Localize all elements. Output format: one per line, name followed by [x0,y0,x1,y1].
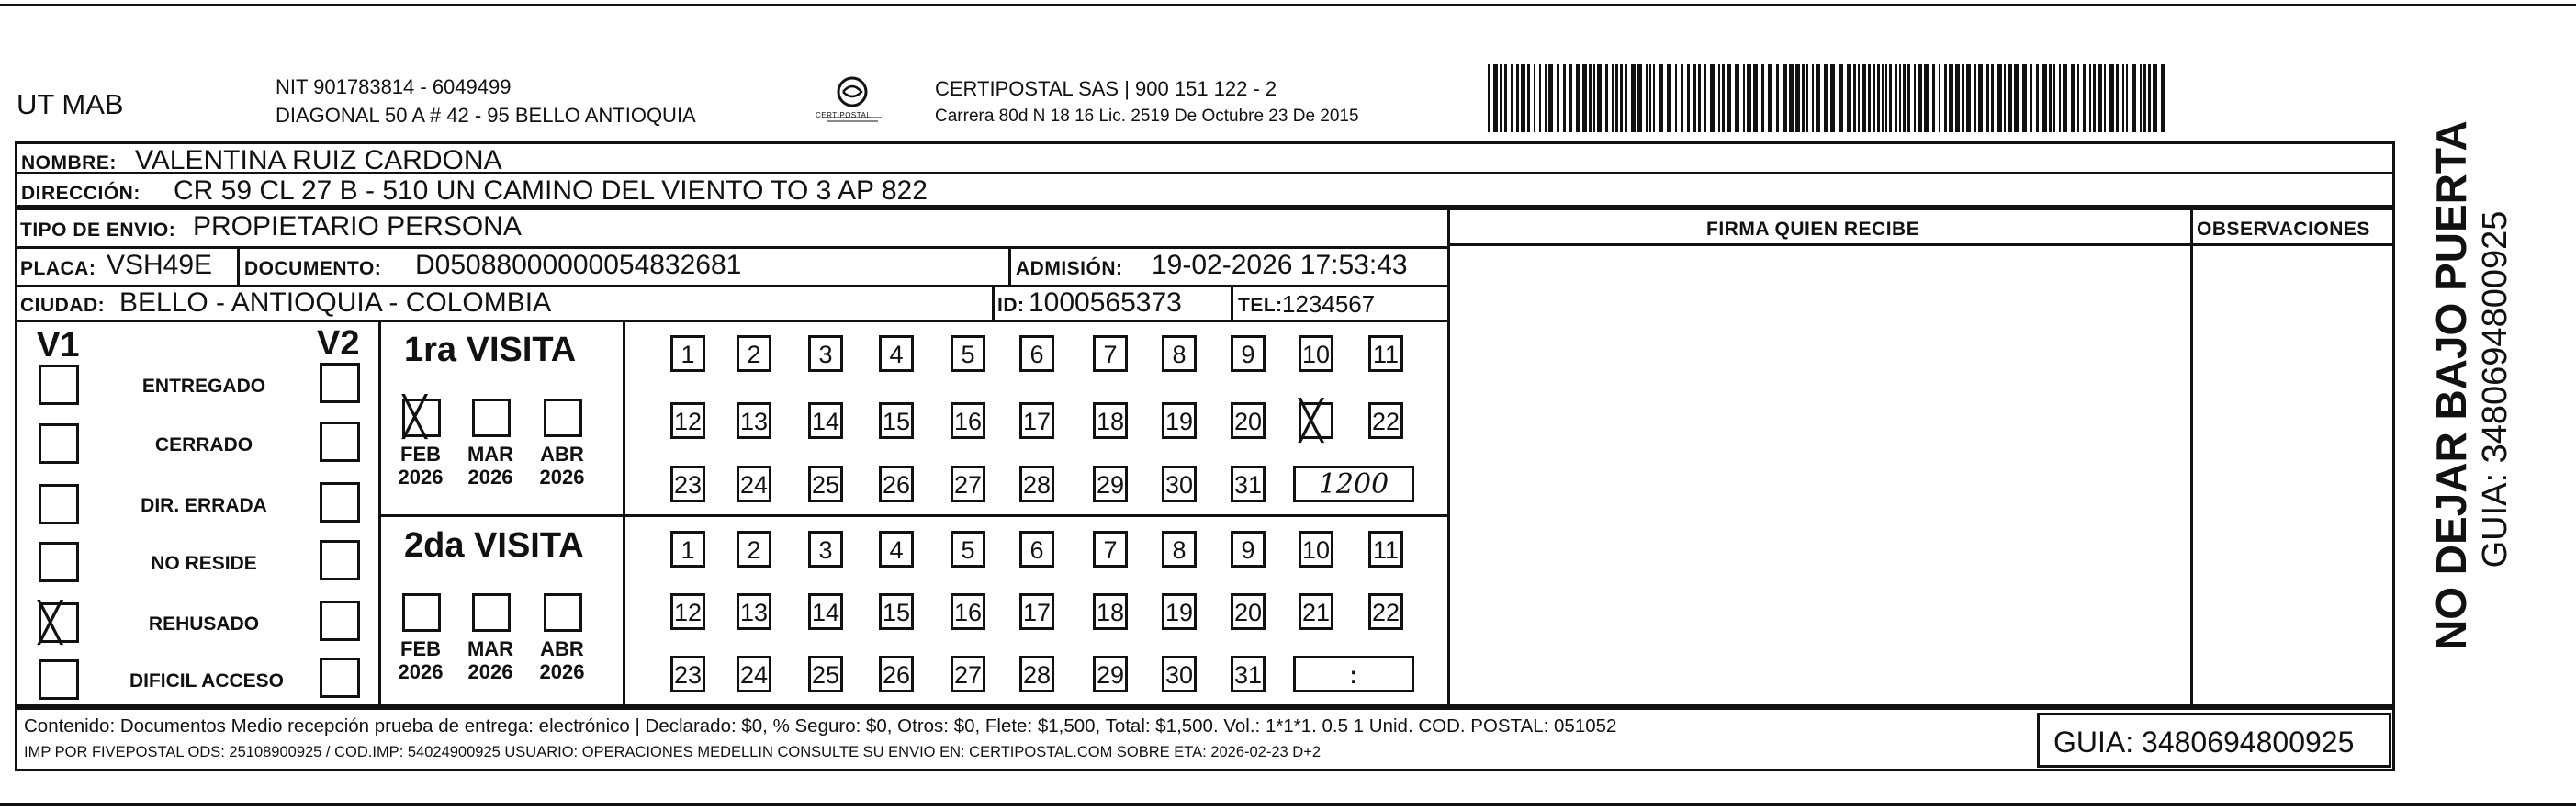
v2-day-26[interactable]: 26 [879,656,914,692]
company-address: DIAGONAL 50 A # 42 - 95 BELLO ANTIOQUIA [276,104,696,127]
v1-day-23[interactable]: 23 [670,466,705,502]
v2-time-box[interactable]: : [1293,656,1414,692]
status-label: NO RESIDE [151,553,257,574]
line-tipo [15,246,1449,249]
v2-day-22[interactable]: 22 [1368,593,1403,630]
v1-day-7[interactable]: 7 [1093,335,1128,372]
divider-visits [378,514,1449,517]
v2-day-23[interactable]: 23 [670,656,705,692]
status-label: ENTREGADO [141,376,266,397]
bottom-border [0,803,2576,806]
v1-day-15[interactable]: 15 [879,402,914,439]
v1-checkbox-3[interactable] [39,484,79,524]
v2-day-25[interactable]: 25 [808,656,843,692]
admision-divider [1008,246,1011,285]
side-warning: NO DEJAR BAJO PUERTA [2427,120,2475,650]
tipo-value: PROPIETARIO PERSONA [193,211,522,242]
company-name: UT MAB [17,88,124,120]
v2-day-5[interactable]: 5 [951,531,985,568]
v1-day-6[interactable]: 6 [1019,335,1054,372]
v2-month-label: ABR 2026 [539,637,585,684]
admision-value: 19-02-2026 17:53:43 [1152,250,1408,280]
v2-checkbox-6[interactable] [320,658,360,698]
v1-label: V1 [37,326,80,365]
top-border [0,4,2576,6]
v1-day-check-mark: ╳ [1299,398,1323,443]
v1-day-18[interactable]: 18 [1093,402,1128,439]
id-value: 1000565373 [1029,287,1182,318]
v1-day-30[interactable]: 30 [1162,466,1197,502]
divider-firma [1447,208,1450,707]
v2-day-18[interactable]: 18 [1093,593,1128,630]
v1-day-3[interactable]: 3 [808,335,843,372]
v2-day-20[interactable]: 20 [1231,593,1266,630]
firma-header: FIRMA QUIEN RECIBE [1706,219,1920,240]
v2-day-29[interactable]: 29 [1093,656,1128,692]
header-underline [1447,243,2395,246]
ciudad-value: BELLO - ANTIOQUIA - COLOMBIA [119,287,552,318]
logo-text: CERTIPOSTAL [816,111,872,119]
v2-day-27[interactable]: 27 [951,656,985,692]
row-nombre [15,141,2395,174]
v2-day-8[interactable]: 8 [1162,531,1197,568]
documento-label: DOCUMENTO: [244,258,382,279]
v1-day-24[interactable]: 24 [737,466,771,502]
v2-month-label: FEB 2026 [398,637,444,684]
v1-time-box[interactable]: 1200 [1293,466,1414,502]
status-label: REHUSADO [148,613,260,635]
v2-day-11[interactable]: 11 [1368,531,1403,568]
v2-day-1[interactable]: 1 [670,531,705,568]
carrier-address: Carrera 80d N 18 16 Lic. 2519 De Octubre 23 De 2015 [935,107,1359,126]
status-label: CERRADO [154,434,253,456]
footer-contenido: Contenido: Documentos Medio recepción prueba de entrega: electrónico | Declarado: $0, % Seguro: $0, Otros: $0, Flete: $1,500, Total: $1,500. Vol.: 1*1*1. 0.5 1 Unid. COD. POSTAL: 051052 [24,715,1617,737]
placa-value: VSH49E [107,250,213,280]
v1-day-20[interactable]: 20 [1231,402,1266,439]
side-panel [2403,120,2514,680]
v2-day-16[interactable]: 16 [951,593,985,630]
v2-day-4[interactable]: 4 [879,531,914,568]
v2-month-checkbox-1[interactable] [402,593,441,632]
v1-checkbox-1[interactable] [39,365,79,405]
v2-day-3[interactable]: 3 [808,531,843,568]
v2-day-6[interactable]: 6 [1019,531,1054,568]
v1-day-29[interactable]: 29 [1093,466,1128,502]
v1-day-31[interactable]: 31 [1231,466,1266,502]
footer-guia: GUIA: 3480694800925 [2053,726,2355,759]
v1-day-26[interactable]: 26 [879,466,914,502]
v1-month-label: MAR 2026 [467,443,514,489]
v1-checkbox-6[interactable] [39,659,79,700]
v1-day-5[interactable]: 5 [951,335,985,372]
v1-checkbox-2[interactable] [39,423,79,464]
nombre-label: NOMBRE: [21,152,117,174]
v1-checkbox-4[interactable] [39,542,79,582]
ciudad-label: CIUDAD: [20,295,106,316]
v2-day-10[interactable]: 10 [1299,531,1333,568]
v2-month-checkbox-3[interactable] [544,593,582,632]
v2-day-12[interactable]: 12 [670,593,705,630]
v1-day-1[interactable]: 1 [670,335,705,372]
certipostal-logo [816,73,889,129]
v2-month-checkbox-2[interactable] [472,593,511,632]
divider-months [623,320,625,707]
barcode [1488,64,2173,132]
carrier-name: CERTIPOSTAL SAS | 900 151 122 - 2 [935,77,1277,100]
v2-checkbox-1[interactable] [320,363,360,403]
divider-status [378,320,381,707]
documento-value: D05088000000054832681 [415,250,742,280]
v2-day-19[interactable]: 19 [1162,593,1197,630]
v1-month-label: ABR 2026 [539,443,585,489]
v1-day-27[interactable]: 27 [951,466,985,502]
observaciones-header: OBSERVACIONES [2197,219,2370,240]
v1-month-checkbox-3[interactable] [544,399,582,437]
tel-value: 1234567 [1282,290,1376,318]
v1-day-14[interactable]: 14 [808,402,843,439]
v1-month-check-mark: ╳ [403,394,427,439]
line-ciudad [15,320,1449,322]
v2-day-7[interactable]: 7 [1093,531,1128,568]
main-table [15,208,2395,707]
id-divider [992,285,995,320]
v2-month-label: MAR 2026 [467,637,514,684]
side-guia: GUIA: 3480694800925 [2476,210,2514,568]
v2-day-30[interactable]: 30 [1162,656,1197,692]
v1-check-mark: ╳ [39,600,62,645]
tel-label: TEL: [1238,295,1283,316]
v2-day-28[interactable]: 28 [1019,656,1054,692]
v1-day-2[interactable]: 2 [737,335,771,372]
v1-day-4[interactable]: 4 [879,335,914,372]
v1-day-8[interactable]: 8 [1162,335,1197,372]
v1-month-label: FEB 2026 [398,443,444,489]
v2-day-24[interactable]: 24 [737,656,771,692]
visita2-title: 2da VISITA [404,526,584,565]
v1-day-16[interactable]: 16 [951,402,985,439]
v2-label: V2 [317,324,360,363]
v1-day-25[interactable]: 25 [808,466,843,502]
tel-divider [1231,285,1233,320]
v2-checkbox-5[interactable] [320,601,360,641]
v2-day-21[interactable]: 21 [1299,593,1333,630]
v1-day-13[interactable]: 13 [737,402,771,439]
status-label: DIFICIL ACCESO [129,670,284,692]
direccion-value: CR 59 CL 27 B - 510 UN CAMINO DEL VIENTO TO 3 AP 822 [174,175,928,206]
logo-icon [816,73,889,129]
v2-checkbox-2[interactable] [320,422,360,462]
v2-day-31[interactable]: 31 [1231,656,1266,692]
status-label: DIR. ERRADA [141,495,267,516]
v1-month-checkbox-2[interactable] [472,399,511,437]
admision-label: ADMISIÓN: [1016,258,1123,279]
row-direccion [15,174,2395,208]
v2-day-2[interactable]: 2 [737,531,771,568]
v2-day-9[interactable]: 9 [1231,531,1266,568]
id-label: ID: [997,295,1025,316]
divider-observaciones [2190,208,2193,707]
v2-checkbox-3[interactable] [320,482,360,523]
v1-day-22[interactable]: 22 [1368,402,1403,439]
v2-checkbox-4[interactable] [320,540,360,580]
placa-label: PLACA: [20,258,96,279]
company-nit: NIT 901783814 - 6049499 [276,75,512,98]
v2-day-15[interactable]: 15 [879,593,914,630]
v1-day-9[interactable]: 9 [1231,335,1266,372]
tipo-label: TIPO DE ENVIO: [20,219,176,241]
footer-imp: IMP POR FIVEPOSTAL ODS: 25108900925 / COD.IMP: 54024900925 USUARIO: OPERACIONES MEDELLIN CONSULTE SU ENVIO EN: CERTIPOSTAL.COM SOBRE ETA: 2026-02-23 D+2 [24,744,1322,760]
v1-day-12[interactable]: 12 [670,402,705,439]
v2-day-17[interactable]: 17 [1019,593,1054,630]
v1-day-28[interactable]: 28 [1019,466,1054,502]
placa-divider [237,246,240,285]
v2-day-13[interactable]: 13 [737,593,771,630]
v2-day-14[interactable]: 14 [808,593,843,630]
v1-day-11[interactable]: 11 [1368,335,1403,372]
nombre-value: VALENTINA RUIZ CARDONA [135,145,502,175]
v1-day-10[interactable]: 10 [1299,335,1333,372]
v1-day-19[interactable]: 19 [1162,402,1197,439]
visita1-title: 1ra VISITA [404,331,577,369]
v1-day-17[interactable]: 17 [1019,402,1054,439]
direccion-label: DIRECCIÓN: [21,183,141,204]
